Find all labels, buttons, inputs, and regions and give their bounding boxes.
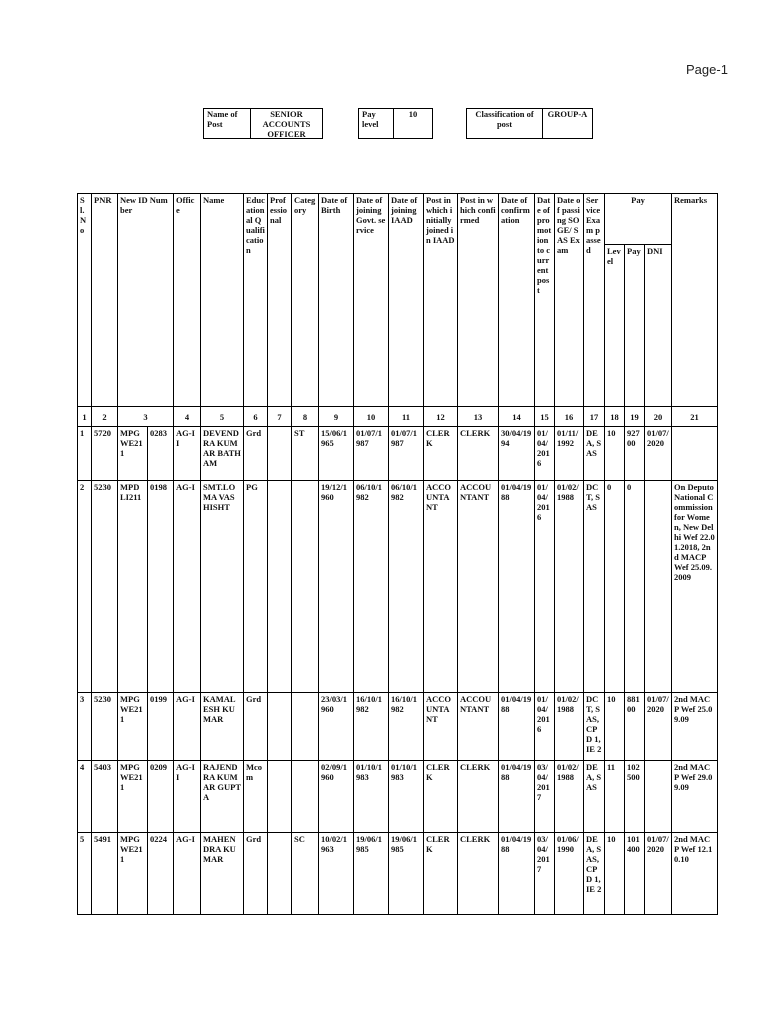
cell-service-exam: DEA, SAS, CPD 1, IE 2 [584, 833, 605, 915]
col-header-doj-iaad: Date of joining IAAD [389, 194, 424, 407]
cell-name: KAMALESH KUMAR [201, 693, 244, 761]
cell-name: DEVENDRA KUMAR BATHAM [201, 427, 244, 481]
cell-dni: 01/07/2020 [645, 693, 672, 761]
cell-service-exam: DEA, SAS [584, 427, 605, 481]
cell-office: AG-I [174, 833, 201, 915]
cell-pay-level: 11 [605, 761, 625, 833]
cell-pay: 92700 [625, 427, 645, 481]
pay-level-box [358, 108, 433, 139]
column-number: 19 [625, 407, 645, 427]
cell-office: AG-I [174, 481, 201, 693]
cell-pay-level: 10 [605, 693, 625, 761]
post-name-label: Name of Post [204, 109, 251, 138]
col-header-post-confirmed: Post in which confirmed [458, 194, 499, 407]
col-header-office: Office [174, 194, 201, 407]
column-number: 14 [499, 407, 535, 427]
cell-edu: Mcom [244, 761, 268, 833]
cell-new-id [118, 427, 174, 481]
col-header-doj-govt: Date of joining Govt. service [354, 194, 389, 407]
cell-post-confirmed: ACCOUNTANT [458, 481, 499, 693]
cell-dni: 01/07/2020 [645, 833, 672, 915]
cell-date-soge: 01/02/1988 [555, 693, 584, 761]
col-header-name: Name [201, 194, 244, 407]
new-id-number: 0198 [150, 482, 167, 492]
column-number: 12 [424, 407, 458, 427]
col-header-pnr: PNR [92, 194, 118, 407]
col-header-category: Category [292, 194, 319, 407]
col-header-pay: Pay [605, 194, 672, 245]
col-header-pay-level: Level [605, 245, 625, 407]
cell-dob: 02/09/1960 [319, 761, 354, 833]
cell-post-confirmed: CLERK [458, 833, 499, 915]
cell-edu: Grd [244, 693, 268, 761]
new-id-prefix: MPG WE211 [120, 428, 143, 458]
cell-doj-govt: 16/10/1982 [354, 693, 389, 761]
cell-pay: 102500 [625, 761, 645, 833]
new-id-prefix: MPG WE211 [120, 694, 143, 724]
cell-date-confirm: 01/04/1988 [499, 693, 535, 761]
cell-pnr: 5491 [92, 833, 118, 915]
cell-date-promo: 01/04/2016 [535, 693, 555, 761]
column-number: 7 [268, 407, 292, 427]
cell-remarks [672, 427, 718, 481]
cell-new-id [118, 481, 174, 693]
column-number: 20 [645, 407, 672, 427]
cell-category: ST [292, 427, 319, 481]
cell-pay-level: 0 [605, 481, 625, 693]
column-number: 6 [244, 407, 268, 427]
post-name-value: SENIOR ACCOUNTS OFFICER [262, 109, 311, 139]
cell-dni [645, 481, 672, 693]
cell-doj-govt: 06/10/1982 [354, 481, 389, 693]
classification-value: GROUP-A [547, 109, 588, 119]
new-id-prefix: MPG WE211 [120, 762, 143, 792]
cell-doj-govt: 01/10/1983 [354, 761, 389, 833]
col-header-pay-pay: Pay [625, 245, 645, 407]
cell-doj-govt: 01/07/1987 [354, 427, 389, 481]
classification-box [466, 108, 593, 139]
cell-category [292, 761, 319, 833]
col-header-pay-dni: DNI [645, 245, 672, 407]
column-number: 13 [458, 407, 499, 427]
cell-dob: 19/12/1960 [319, 481, 354, 693]
cell-prof [268, 481, 292, 693]
cell-category [292, 481, 319, 693]
table-row [78, 693, 718, 761]
cell-date-confirm: 01/04/1988 [499, 833, 535, 915]
cell-date-soge: 01/06/1990 [555, 833, 584, 915]
cell-doj-iaad: 01/07/1987 [389, 427, 424, 481]
cell-pnr: 5720 [92, 427, 118, 481]
cell-remarks: On Deputo National Commission for Women, New Delhi Wef 22.01.2018, 2nd MACP Wef 25.09.2009 [672, 481, 718, 693]
cell-dni: 01/07/2020 [645, 427, 672, 481]
column-number: 11 [389, 407, 424, 427]
column-number: 18 [605, 407, 625, 427]
cell-date-confirm: 01/04/1988 [499, 481, 535, 693]
column-number-row [78, 407, 718, 427]
cell-date-soge: 01/02/1988 [555, 481, 584, 693]
cell-pay: 0 [625, 481, 645, 693]
col-header-dob: Date of Birth [319, 194, 354, 407]
col-header-prof: Professional [268, 194, 292, 407]
cell-prof [268, 693, 292, 761]
new-id-number: 0283 [150, 428, 167, 438]
col-header-sl-no: Sl. No [78, 194, 92, 407]
cell-post-initial: CLERK [424, 833, 458, 915]
classification-label: Classification of post [467, 109, 543, 138]
pay-level-value: 10 [408, 109, 418, 119]
cell-service-exam: DCT, SAS, CPD 1, IE 2 [584, 693, 605, 761]
cell-date-soge: 01/02/1988 [555, 761, 584, 833]
cell-pay: 101400 [625, 833, 645, 915]
cell-new-id [118, 693, 174, 761]
cell-edu: PG [244, 481, 268, 693]
column-number: 4 [174, 407, 201, 427]
cell-name: MAHENDRA KUMAR [201, 833, 244, 915]
cell-post-initial: ACCOUNTANT [424, 481, 458, 693]
cell-service-exam: DEA, SAS [584, 761, 605, 833]
table-row [78, 481, 718, 693]
cell-service-exam: DCT, SAS [584, 481, 605, 693]
column-number: 8 [292, 407, 319, 427]
cell-sl-no: 2 [78, 481, 92, 693]
cell-sl-no: 4 [78, 761, 92, 833]
cell-dni [645, 761, 672, 833]
column-number: 15 [535, 407, 555, 427]
cell-new-id [118, 833, 174, 915]
cell-name: SMT.LOMA VASHISHT [201, 481, 244, 693]
cell-pnr: 5403 [92, 761, 118, 833]
cell-date-promo: 03/04/2017 [535, 761, 555, 833]
cell-edu: Grd [244, 833, 268, 915]
cell-pay-level: 10 [605, 833, 625, 915]
cell-prof [268, 427, 292, 481]
column-number: 9 [319, 407, 354, 427]
cell-remarks: 2nd MACP Wef 29.09.09 [672, 761, 718, 833]
cell-dob: 15/06/1965 [319, 427, 354, 481]
cell-doj-iaad: 01/10/1983 [389, 761, 424, 833]
col-header-date-soge: Date of passing SOGE/ SAS Exam [555, 194, 584, 407]
staff-table [77, 193, 718, 915]
cell-edu: Grd [244, 427, 268, 481]
col-header-new-id: New ID Number [118, 194, 174, 407]
cell-dob: 23/03/1960 [319, 693, 354, 761]
new-id-number: 0199 [150, 694, 167, 704]
cell-sl-no: 5 [78, 833, 92, 915]
column-number: 2 [92, 407, 118, 427]
cell-office: AG-I [174, 693, 201, 761]
cell-doj-iaad: 19/06/1985 [389, 833, 424, 915]
cell-doj-iaad: 06/10/1982 [389, 481, 424, 693]
cell-dob: 10/02/1963 [319, 833, 354, 915]
cell-post-confirmed: CLERK [458, 761, 499, 833]
cell-date-soge: 01/11/1992 [555, 427, 584, 481]
cell-date-promo: 01/04/2016 [535, 427, 555, 481]
cell-pnr: 5230 [92, 481, 118, 693]
cell-doj-govt: 19/06/1985 [354, 833, 389, 915]
cell-date-confirm: 30/04/1994 [499, 427, 535, 481]
cell-pay-level: 10 [605, 427, 625, 481]
cell-category [292, 693, 319, 761]
column-number: 17 [584, 407, 605, 427]
column-number: 10 [354, 407, 389, 427]
cell-post-initial: ACCOUNTANT [424, 693, 458, 761]
column-number: 1 [78, 407, 92, 427]
col-header-service-exam: Service Exam passed [584, 194, 605, 407]
col-header-edu: Educational Qualification [244, 194, 268, 407]
col-header-post-initial: Post in which initially joined in IAAD [424, 194, 458, 407]
cell-date-promo: 03/04/2017 [535, 833, 555, 915]
column-number: 3 [118, 407, 174, 427]
cell-name: RAJENDRA KUMAR GUPTA [201, 761, 244, 833]
post-name-box [203, 108, 323, 139]
column-number: 21 [672, 407, 718, 427]
new-id-number: 0209 [150, 762, 167, 772]
new-id-prefix: MPG WE211 [120, 834, 143, 864]
cell-office: AG-II [174, 761, 201, 833]
cell-remarks: 2nd MACP Wef 12.10.10 [672, 833, 718, 915]
col-header-date-confirm: Date of confirmation [499, 194, 535, 407]
col-header-date-promo: Date of promotion to current post [535, 194, 555, 407]
cell-category: SC [292, 833, 319, 915]
cell-post-initial: CLERK [424, 427, 458, 481]
cell-sl-no: 3 [78, 693, 92, 761]
new-id-prefix: MPD LI211 [120, 482, 142, 502]
column-number: 5 [201, 407, 244, 427]
cell-prof [268, 761, 292, 833]
cell-date-confirm: 01/04/1988 [499, 761, 535, 833]
table-row [78, 833, 718, 915]
cell-post-initial: CLERK [424, 761, 458, 833]
page-number: Page-1 [686, 62, 728, 77]
cell-sl-no: 1 [78, 427, 92, 481]
cell-doj-iaad: 16/10/1982 [389, 693, 424, 761]
cell-office: AG-II [174, 427, 201, 481]
cell-prof [268, 833, 292, 915]
cell-pnr: 5230 [92, 693, 118, 761]
col-header-remarks: Remarks [672, 194, 718, 407]
cell-new-id [118, 761, 174, 833]
column-number: 16 [555, 407, 584, 427]
table-row [78, 427, 718, 481]
pay-level-label: Pay level [359, 109, 394, 138]
cell-post-confirmed: CLERK [458, 427, 499, 481]
cell-pay: 88100 [625, 693, 645, 761]
table-row [78, 761, 718, 833]
new-id-number: 0224 [150, 834, 167, 844]
cell-post-confirmed: ACCOUNTANT [458, 693, 499, 761]
cell-remarks: 2nd MACP Wef 25.09.09 [672, 693, 718, 761]
cell-date-promo: 01/04/2016 [535, 481, 555, 693]
